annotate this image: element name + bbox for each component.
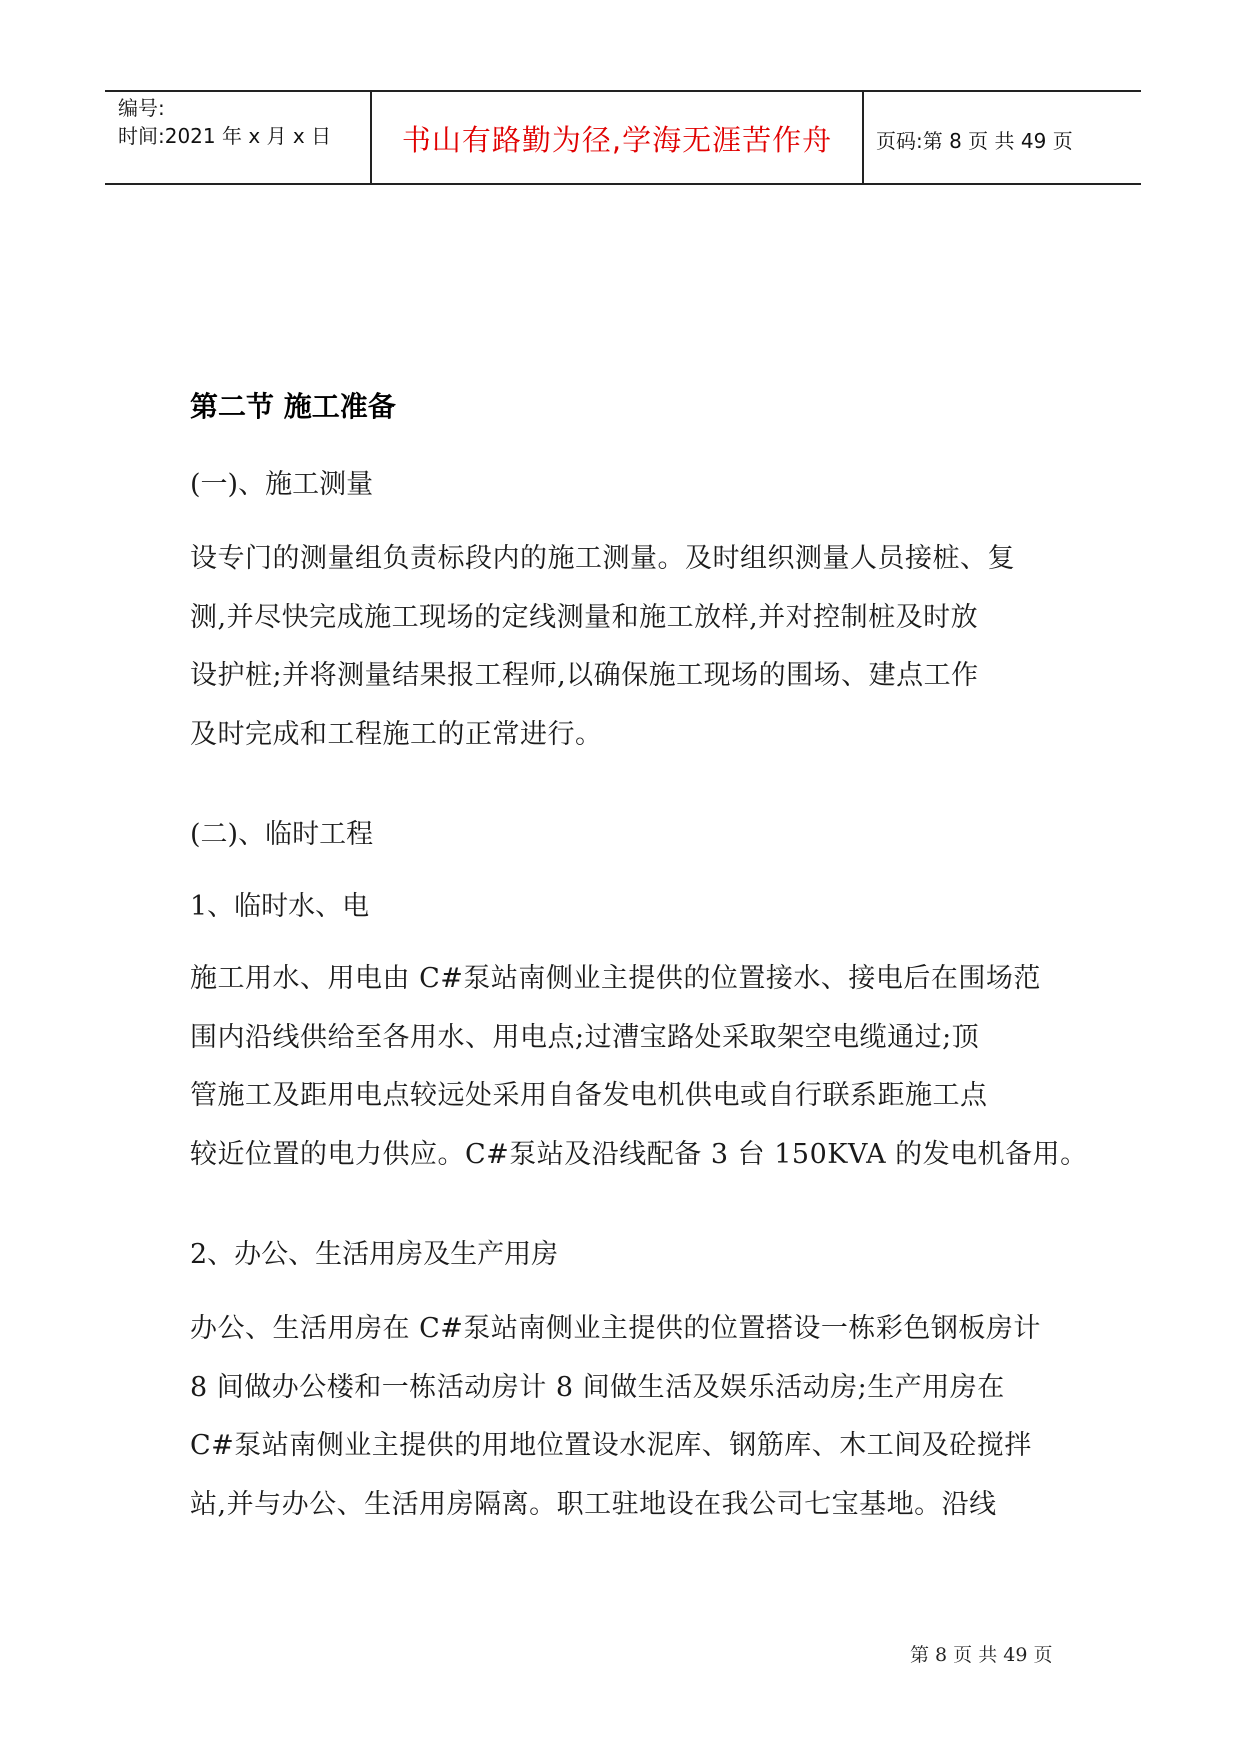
paragraph-water-electric xyxy=(190,950,1088,1184)
header-bottom-rule xyxy=(105,183,1141,185)
paragraph-line: 较近位置的电力供应。C#泵站及沿线配备 3 台 150KVA 的发电机备用。 xyxy=(190,1138,1088,1170)
paragraph-line: C#泵站南侧业主提供的用地位置设水泥库、钢筋库、木工间及砼搅拌 xyxy=(190,1430,1032,1461)
header-meta xyxy=(118,94,331,150)
subsection-survey-heading: (一)、施工测量 xyxy=(190,469,374,500)
paragraph-line: 设护桩;并将测量结果报工程师,以确保施工现场的围场、建点工作 xyxy=(190,660,979,691)
footer-page-number: 第 8 页 共 49 页 xyxy=(910,1644,1053,1666)
item-housing-heading: 2、办公、生活用房及生产用房 xyxy=(190,1239,559,1270)
header-top-rule xyxy=(105,90,1141,92)
paragraph-housing xyxy=(190,1300,1070,1534)
paragraph-line: 办公、生活用房在 C#泵站南侧业主提供的位置搭设一栋彩色钢板房计 xyxy=(190,1313,1041,1344)
paragraph-line: 站,并与办公、生活用房隔离。职工驻地设在我公司七宝基地。沿线 xyxy=(190,1488,997,1520)
paragraph-line: 管施工及距用电点较远处采用自备发电机供电或自行联系距施工点 xyxy=(190,1080,988,1111)
paragraph-survey xyxy=(190,530,1070,764)
item-water-electric-heading: 1、临时水、电 xyxy=(190,891,370,922)
header-page-number: 页码:第 8 页 共 49 页 xyxy=(876,129,1073,153)
section-title: 第二节 施工准备 xyxy=(190,390,396,423)
paragraph-line: 施工用水、用电由 C#泵站南侧业主提供的位置接水、接电后在围场范 xyxy=(190,963,1041,994)
header-motto: 书山有路勤为径,学海无涯苦作舟 xyxy=(401,123,833,157)
paragraph-line: 设专门的测量组负责标段内的施工测量。及时组织测量人员接桩、复 xyxy=(190,543,1015,574)
paragraph-line: 8 间做办公楼和一栋活动房计 8 间做生活及娱乐活动房;生产用房在 xyxy=(190,1371,1005,1403)
paragraph-line: 围内沿线供给至各用水、用电点;过漕宝路处采取架空电缆通过;顶 xyxy=(190,1021,980,1053)
paragraph-line: 及时完成和工程施工的正常进行。 xyxy=(190,718,603,750)
paragraph-line: 测,并尽快完成施工现场的定线测量和施工放样,并对控制桩及时放 xyxy=(190,601,979,633)
header-divider-right xyxy=(862,90,864,184)
subsection-temporary-works-heading: (二)、临时工程 xyxy=(190,819,374,850)
document-number-label: 编号: xyxy=(118,96,165,120)
document-time-label: 时间:2021 年 x 月 x 日 xyxy=(118,124,332,148)
